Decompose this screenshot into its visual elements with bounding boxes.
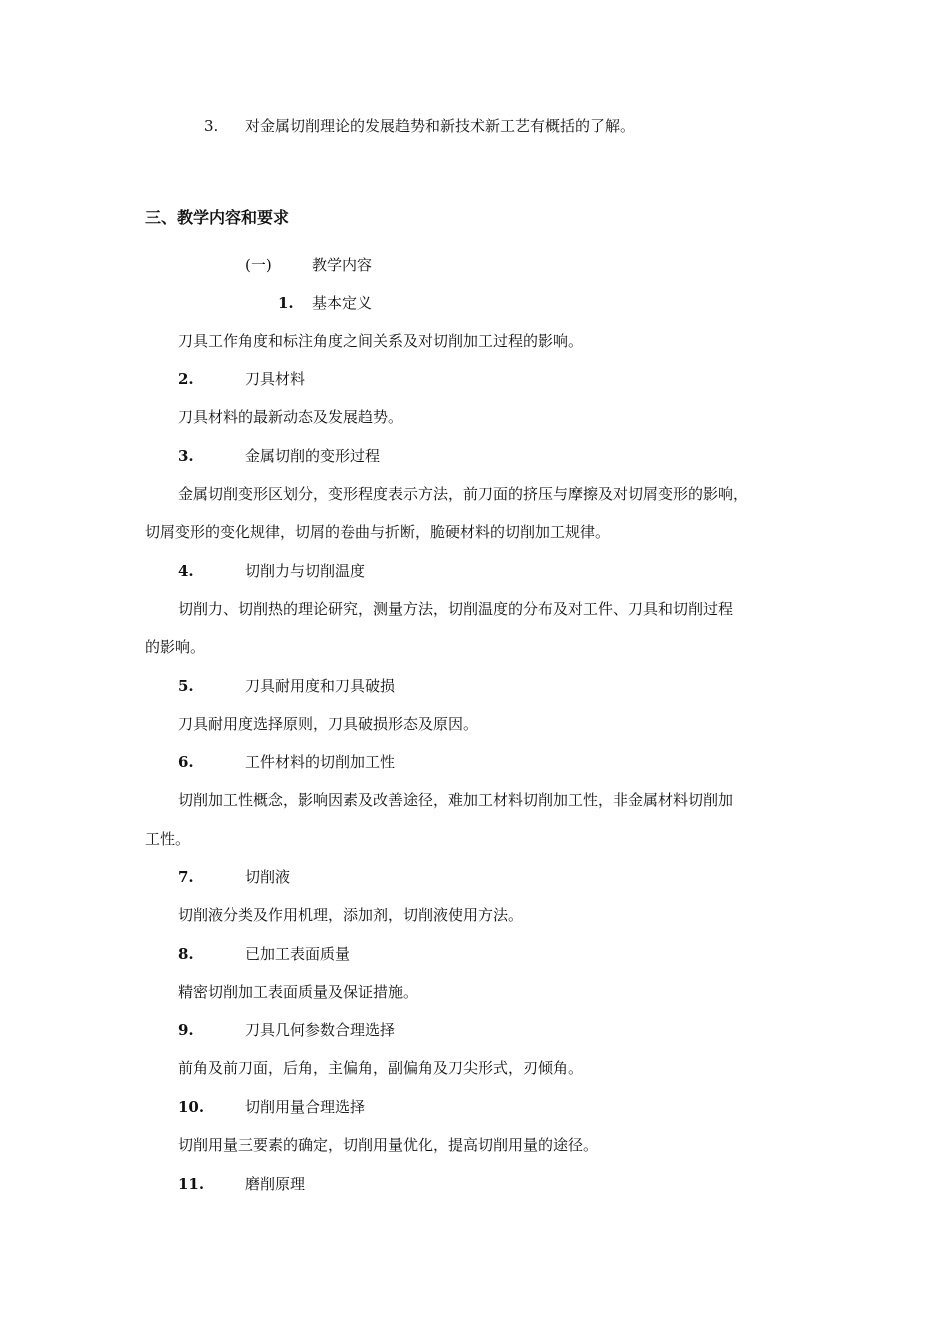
item-number: 4. bbox=[178, 562, 194, 580]
item-title: 刀具材料 bbox=[245, 370, 306, 388]
item-title: 已加工表面质量 bbox=[245, 945, 351, 963]
item-body-line: 切削加工性概念，影响因素及改善途径，难加工材料切削加工性，非金属材料切削加 bbox=[178, 791, 734, 809]
item-body-line: 前角及前刀面，后角，主偏角，副偏角及刀尖形式，刃倾角。 bbox=[178, 1059, 584, 1077]
item-body-line: 切削力、切削热的理论研究，测量方法，切削温度的分布及对工件、刀具和切削过程 bbox=[178, 600, 734, 618]
item-number: 10. bbox=[178, 1098, 205, 1116]
item-body-line: 刀具工作角度和标注角度之间关系及对切削加工过程的影响。 bbox=[178, 332, 584, 350]
item-title: 切削用量合理选择 bbox=[245, 1098, 366, 1116]
item-body-line: 切削液分类及作用机理，添加剂，切削液使用方法。 bbox=[178, 906, 524, 924]
item-number: 1. bbox=[278, 294, 294, 312]
goals-item-3-text: 对金属切削理论的发展趋势和新技术新工艺有概括的了解。 bbox=[245, 117, 636, 135]
section-heading: 三、教学内容和要求 bbox=[145, 208, 290, 227]
goals-item-3-number: 3. bbox=[204, 117, 219, 135]
item-number: 11. bbox=[178, 1175, 205, 1193]
item-title: 切削液 bbox=[245, 868, 291, 886]
item-body-line: 切屑变形的变化规律，切屑的卷曲与折断，脆硬材料的切削加工规律。 bbox=[145, 523, 611, 541]
item-number: 3. bbox=[178, 447, 194, 465]
item-number: 6. bbox=[178, 753, 194, 771]
item-body-line: 切削用量三要素的确定，切削用量优化，提高切削用量的途径。 bbox=[178, 1136, 599, 1154]
item-body-line: 金属切削变形区划分，变形程度表示方法，前刀面的挤压与摩擦及对切屑变形的影响， bbox=[178, 485, 749, 503]
item-number: 5. bbox=[178, 677, 194, 695]
item-body-line: 刀具耐用度选择原则，刀具破损形态及原因。 bbox=[178, 715, 479, 733]
item-body-line: 刀具材料的最新动态及发展趋势。 bbox=[178, 408, 404, 426]
subsection-number: (一) bbox=[245, 256, 272, 274]
item-title: 工件材料的切削加工性 bbox=[245, 753, 396, 771]
item-number: 2. bbox=[178, 370, 194, 388]
item-title: 刀具耐用度和刀具破损 bbox=[245, 677, 396, 695]
item-body-line: 工性。 bbox=[145, 830, 191, 848]
item-title: 磨削原理 bbox=[245, 1175, 306, 1193]
item-body-line: 精密切削加工表面质量及保证措施。 bbox=[178, 983, 419, 1001]
item-number: 9. bbox=[178, 1021, 194, 1039]
item-body-line: 的影响。 bbox=[145, 638, 206, 656]
item-title: 金属切削的变形过程 bbox=[245, 447, 381, 465]
item-number: 7. bbox=[178, 868, 194, 886]
item-title: 刀具几何参数合理选择 bbox=[245, 1021, 396, 1039]
subsection-title: 教学内容 bbox=[312, 256, 373, 274]
item-title: 基本定义 bbox=[312, 294, 373, 312]
item-number: 8. bbox=[178, 945, 194, 963]
item-title: 切削力与切削温度 bbox=[245, 562, 366, 580]
